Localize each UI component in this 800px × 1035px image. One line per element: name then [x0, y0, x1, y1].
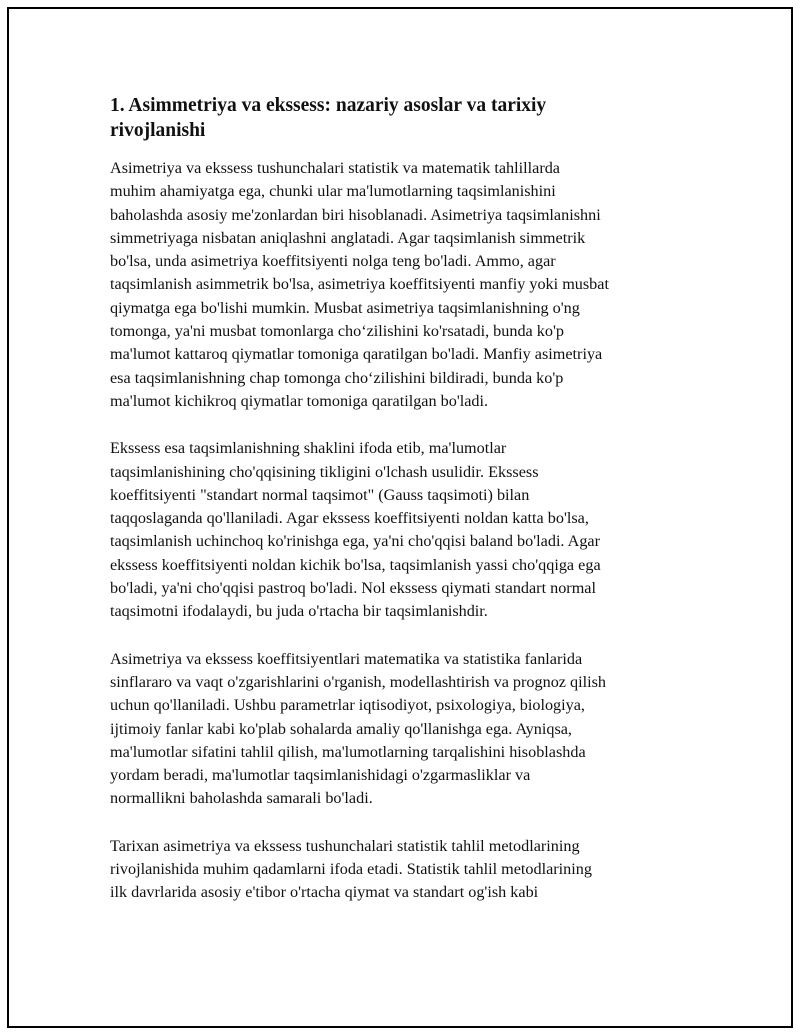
- text-line: baholashda asosiy me'zonlardan biri hisoblanadi. Asimetriya taqsimlanishni: [110, 205, 601, 224]
- text-line: ijtimoiy fanlar kabi ko'plab sohalarda amaliy qo'llanishga ega. Ayniqsa,: [110, 719, 572, 738]
- text-line: Asimetriya va ekssess tushunchalari statistik va matematik tahlillarda: [110, 159, 560, 177]
- paragraph-skewness-definition: [110, 157, 685, 413]
- document-body: [110, 93, 685, 929]
- paragraph-kurtosis-definition: [110, 437, 685, 623]
- text-line: normallikni baholashda samarali bo'ladi.: [110, 789, 373, 808]
- text-line: taqsimlanish uchinchoq ko'rinishga ega, ya'ni cho'qqisi baland bo'ladi. Agar: [110, 532, 600, 551]
- text-line: taqsimlanish asimmetrik bo'lsa, asimetriya koeffitsiyenti manfiy yoki musbat: [110, 275, 609, 294]
- text-line: simmetriyaga nisbatan aniqlashni anglatadi. Agar taqsimlanish simmetrik: [110, 228, 586, 247]
- text-line: koeffitsiyenti "standart normal taqsimot" (Gauss taqsimoti) bilan: [110, 485, 530, 504]
- text-line: rivojlanishida muhim qadamlarni ifoda etadi. Statistik tahlil metodlarining: [110, 860, 592, 879]
- heading-line: rivojlanishi: [110, 120, 206, 141]
- heading-line: 1. Asimmetriya va ekssess: nazariy asoslar va tarixiy: [110, 95, 547, 116]
- text-line: bo'lsa, unda asimetriya koeffitsiyenti nolga teng bo'ladi. Ammo, agar: [110, 252, 556, 271]
- text-line: ma'lumot kichikroq qiymatlar tomoniga qaratilgan bo'ladi.: [110, 391, 489, 410]
- text-line: ma'lumotlar sifatini tahlil qilish, ma'lumotlarning tarqalishini hisoblashda: [110, 742, 586, 761]
- text-line: taqqoslaganda qo'llaniladi. Agar ekssess koeffitsiyenti noldan katta bo'lsa,: [110, 509, 589, 528]
- text-line: Tarixan asimetriya va ekssess tushunchalari statistik tahlil metodlarining: [110, 836, 580, 855]
- text-line: yordam beradi, ma'lumotlar taqsimlanishidagi o'zgarmasliklar va: [110, 766, 531, 785]
- text-line: esa taqsimlanishning chap tomonga cho‘zilishini bildiradi, bunda ko'p: [110, 368, 564, 387]
- text-line: ma'lumot kattaroq qiymatlar tomoniga qaratilgan bo'ladi. Manfiy asimetriya: [110, 345, 603, 364]
- text-line: tomonga, ya'ni musbat tomonlarga cho‘zilishini ko'rsatadi, bunda ko'p: [110, 322, 564, 341]
- paragraph-applications: [110, 648, 685, 811]
- text-line: ekssess koeffitsiyenti noldan kichik bo'lsa, taqsimlanish yassi cho'qqiga ega: [110, 555, 601, 574]
- text-line: bo'ladi, ya'ni cho'qqisi pastroq bo'ladi. Nol ekssess qiymati standart normal: [110, 579, 596, 598]
- section-heading: [110, 93, 685, 143]
- text-line: taqsimotni ifodalaydi, bu juda o'rtacha bir taqsimlanishdir.: [110, 602, 488, 621]
- text-line: Ekssess esa taqsimlanishning shaklini ifoda etib, ma'lumotlar: [110, 439, 507, 458]
- text-line: qiymatga ega bo'lishi mumkin. Musbat asimetriya taqsimlanishning o'ng: [110, 298, 580, 317]
- text-line: ilk davrlarida asosiy e'tibor o'rtacha qiymat va standart og'ish kabi: [110, 883, 539, 902]
- text-line: Asimetriya va ekssess koeffitsiyentlari matematika va statistika fanlarida: [110, 649, 583, 668]
- text-line: uchun qo'llaniladi. Ushbu parametrlar iqtisodiyot, psixologiya, biologiya,: [110, 696, 585, 715]
- text-line: taqsimlanishining cho'qqisining tikligini o'lchash usulidir. Ekssess: [110, 462, 539, 481]
- paragraph-history: [110, 835, 685, 905]
- text-line: muhim ahamiyatga ega, chunki ular ma'lumotlarning taqsimlanishini: [110, 182, 556, 201]
- text-line: sinflararo va vaqt o'zgarishlarini o'rganish, modellashtirish va prognoz qilish: [110, 672, 606, 691]
